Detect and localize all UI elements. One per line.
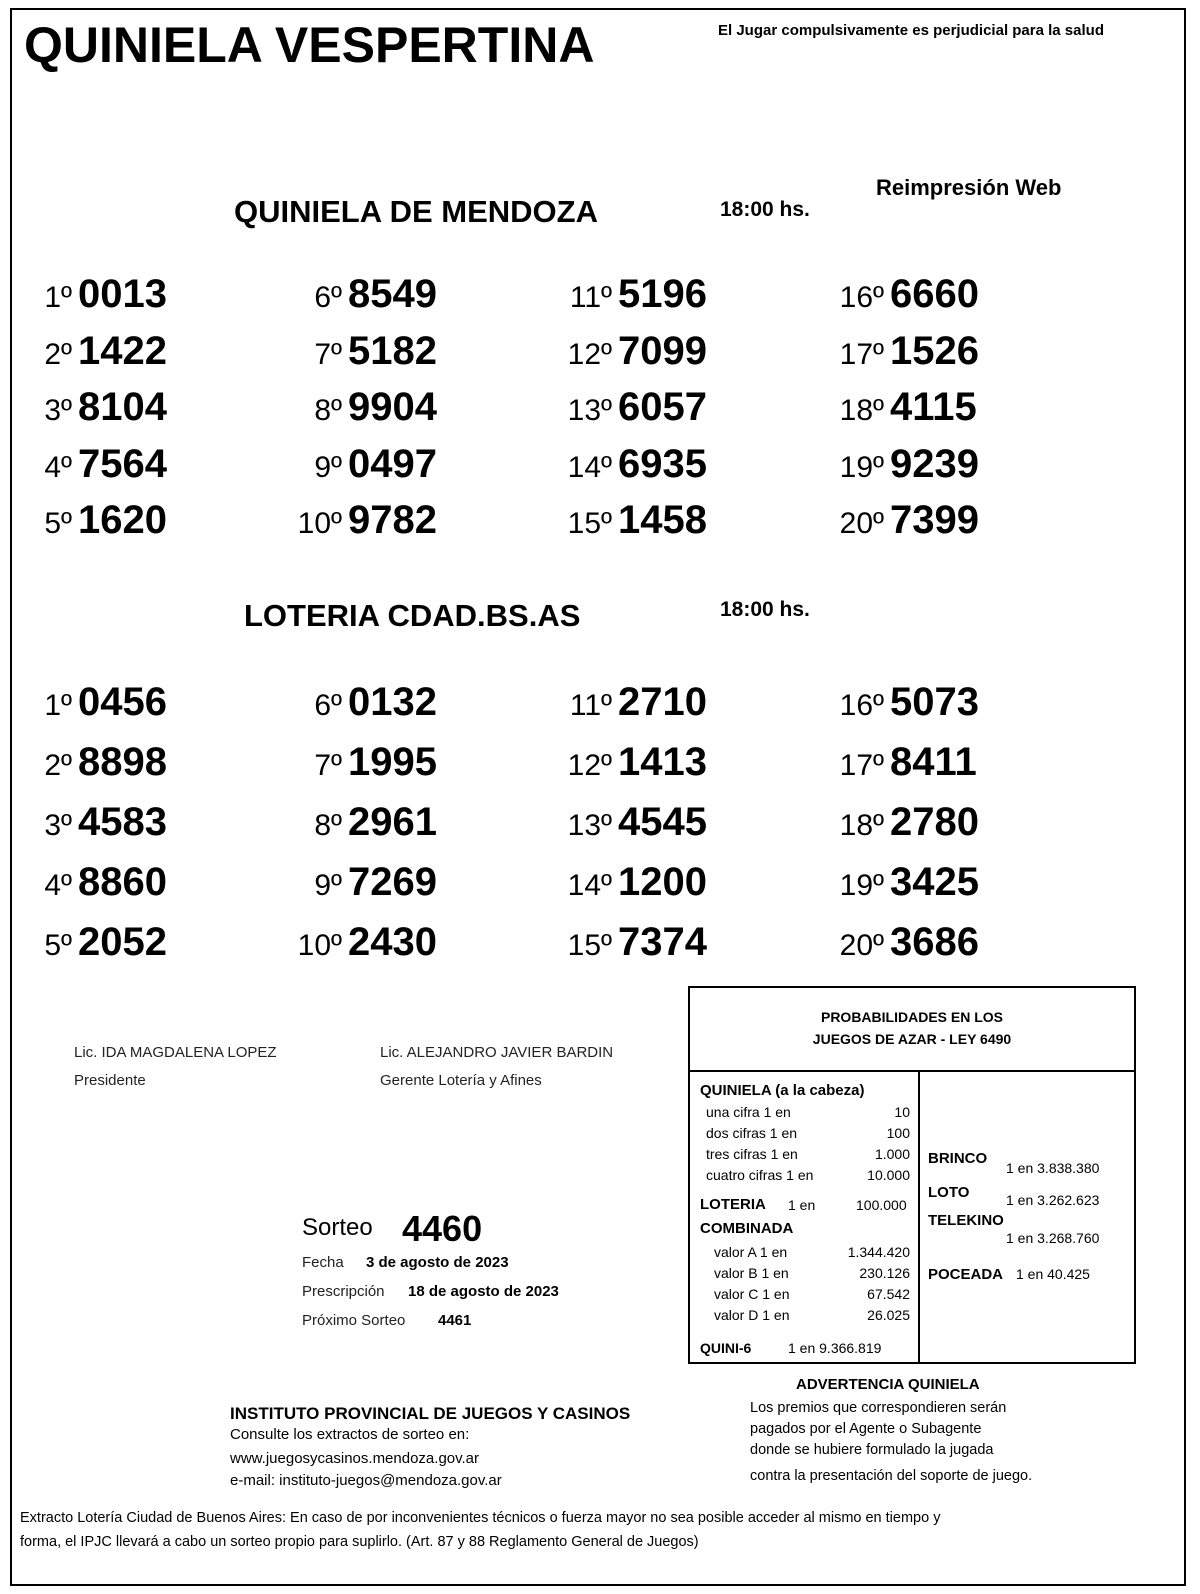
quini6-prob-value: 1 en 9.366.819	[788, 1340, 882, 1356]
result-position: 12º	[567, 749, 612, 782]
advertencia-line: Los premios que correspondieren serán	[750, 1400, 1007, 1416]
loteria-result-6	[294, 680, 437, 725]
result-position: 10º	[297, 929, 342, 962]
result-number: 8104	[78, 385, 167, 429]
result-number: 7564	[78, 441, 167, 486]
result-number: 8898	[78, 740, 167, 784]
result-number: 6660	[890, 272, 979, 316]
result-number: 5073	[890, 680, 979, 724]
result-number: 1995	[348, 740, 437, 784]
result-number: 4583	[78, 800, 167, 844]
loteria-draw-time: 18:00 hs.	[720, 598, 810, 621]
mendoza-result-1	[24, 272, 167, 317]
result-number: 0497	[348, 441, 437, 486]
quiniela-prob-title: QUINIELA (a la cabeza)	[700, 1082, 865, 1099]
signature-right-name: Lic. ALEJANDRO JAVIER BARDIN	[380, 1044, 614, 1061]
result-number: 2430	[348, 920, 437, 964]
result-number: 9904	[348, 385, 437, 429]
mendoza-result-10	[294, 498, 437, 543]
loteria-result-4	[24, 860, 167, 905]
result-number: 8411	[890, 740, 977, 784]
telekino-prob-value: 1 en 3.268.760	[1006, 1230, 1100, 1246]
result-number: 5196	[618, 272, 707, 316]
result-position: 11º	[569, 281, 612, 314]
next-draw-label: Próximo Sorteo	[302, 1312, 406, 1329]
poceada-prob-label: POCEADA	[928, 1266, 1004, 1283]
result-position: 8º	[314, 809, 342, 842]
loteria-result-12	[564, 740, 707, 785]
result-position: 11º	[569, 689, 612, 722]
prob-row-value: 1.000	[874, 1146, 910, 1162]
mendoza-result-14	[564, 442, 707, 487]
result-position: 20º	[839, 929, 884, 962]
result-number: 3425	[890, 860, 979, 904]
loteria-prob-value: 100.000	[856, 1197, 907, 1213]
result-position: 4º	[44, 450, 72, 484]
prob-row-value: 26.025	[867, 1307, 910, 1323]
result-position: 3º	[44, 394, 72, 427]
result-position: 15º	[567, 929, 612, 962]
result-number: 7399	[890, 498, 979, 542]
signature-left-name: Lic. IDA MAGDALENA LOPEZ	[74, 1044, 277, 1061]
result-position: 17º	[839, 337, 884, 371]
result-position: 2º	[44, 749, 72, 782]
brinco-prob-value: 1 en 3.838.380	[1006, 1160, 1100, 1176]
loteria-result-10	[294, 920, 437, 965]
prob-row-label: valor B 1 en	[714, 1265, 789, 1281]
signature-left-role: Presidente	[74, 1072, 146, 1089]
probabilities-header	[690, 988, 1134, 1072]
brinco-prob-label: BRINCO	[928, 1150, 988, 1167]
result-number: 0456	[78, 680, 167, 724]
loteria-result-7	[294, 740, 437, 785]
result-number: 5182	[348, 328, 437, 373]
loteria-result-9	[294, 860, 437, 905]
mendoza-result-13	[564, 385, 707, 430]
result-number: 8549	[348, 272, 437, 316]
institute-name: INSTITUTO PROVINCIAL DE JUEGOS Y CASINOS	[230, 1404, 631, 1423]
draw-date-value: 3 de agosto de 2023	[366, 1254, 509, 1271]
loteria-result-8	[294, 800, 437, 845]
signature-right-role: Gerente Lotería y Afines	[380, 1072, 542, 1089]
result-position: 17º	[839, 749, 884, 782]
mendoza-result-8	[294, 385, 437, 430]
loto-prob-value: 1 en 3.262.623	[1006, 1192, 1100, 1208]
result-number: 1200	[618, 860, 707, 904]
result-position: 9º	[314, 869, 342, 902]
result-position: 14º	[567, 450, 612, 484]
prob-row-label: cuatro cifras 1 en	[706, 1167, 814, 1183]
loteria-result-17	[836, 740, 977, 785]
loto-prob-label: LOTO	[928, 1184, 970, 1201]
telekino-prob-label: TELEKINO	[928, 1212, 1004, 1229]
result-number: 6935	[618, 441, 707, 486]
result-position: 1º	[44, 689, 72, 722]
result-position: 13º	[567, 809, 612, 842]
result-position: 15º	[567, 507, 612, 540]
mendoza-result-3	[24, 385, 167, 430]
loteria-result-2	[24, 740, 167, 785]
prob-row-label: valor C 1 en	[714, 1286, 790, 1302]
institute-consult: Consulte los extractos de sorteo en:	[230, 1426, 470, 1443]
result-number: 1526	[890, 328, 979, 373]
result-position: 16º	[839, 689, 884, 722]
mendoza-result-6	[294, 272, 437, 317]
result-number: 9239	[890, 441, 979, 486]
result-number: 4115	[890, 385, 977, 429]
result-position: 7º	[314, 337, 342, 371]
institute-email[interactable]: e-mail: instituto-juegos@mendoza.gov.ar	[230, 1472, 502, 1489]
poceada-prob-value: 1 en 40.425	[1016, 1266, 1090, 1282]
prob-row-value: 10	[894, 1104, 910, 1120]
result-position: 14º	[567, 869, 612, 902]
loteria-result-14	[564, 860, 707, 905]
result-number: 9782	[348, 498, 437, 542]
probabilities-title-line1: PROBABILIDADES EN LOS	[820, 1009, 1003, 1025]
loteria-result-13	[564, 800, 707, 845]
prob-row-label: una cifra 1 en	[706, 1104, 791, 1120]
prob-row-value: 230.126	[859, 1265, 910, 1281]
result-position: 10º	[297, 507, 342, 540]
mendoza-result-20	[836, 498, 979, 543]
result-position: 20º	[839, 507, 884, 540]
result-position: 19º	[839, 450, 884, 484]
result-position: 4º	[44, 869, 72, 902]
probabilities-divider	[918, 1070, 920, 1362]
probabilities-box	[688, 986, 1136, 1364]
result-number: 1458	[618, 498, 707, 542]
mendoza-result-16	[836, 272, 979, 317]
loteria-section-title: LOTERIA CDAD.BS.AS	[244, 598, 581, 633]
results-sheet	[10, 8, 1186, 1586]
result-number: 2710	[618, 680, 707, 724]
result-position: 5º	[44, 929, 72, 962]
prob-row-value: 10.000	[867, 1167, 910, 1183]
loteria-prob-label: LOTERIA	[700, 1196, 766, 1213]
result-number: 2052	[78, 920, 167, 964]
loteria-result-3	[24, 800, 167, 845]
result-number: 7099	[618, 328, 707, 373]
result-number: 6057	[618, 385, 707, 429]
result-number: 0013	[78, 272, 167, 316]
mendoza-result-2	[24, 329, 167, 374]
mendoza-draw-time: 18:00 hs.	[720, 198, 810, 221]
advertencia-line: donde se hubiere formulado la jugada	[750, 1442, 994, 1458]
mendoza-result-17	[836, 329, 979, 374]
loteria-result-18	[836, 800, 979, 845]
loteria-result-20	[836, 920, 979, 965]
prob-row-label: valor A 1 en	[714, 1244, 788, 1260]
mendoza-result-7	[294, 329, 437, 374]
result-position: 9º	[314, 450, 342, 484]
result-number: 2961	[348, 800, 437, 844]
result-number: 2780	[890, 800, 979, 844]
result-position: 2º	[44, 337, 72, 371]
loteria-result-15	[564, 920, 707, 965]
prob-row-value: 100	[886, 1125, 910, 1141]
result-position: 6º	[314, 689, 342, 722]
result-position: 18º	[839, 809, 884, 842]
mendoza-section-title: QUINIELA DE MENDOZA	[234, 194, 598, 229]
result-position: 5º	[44, 507, 72, 540]
result-number: 0132	[348, 680, 437, 724]
result-number: 1422	[78, 328, 167, 373]
result-number: 1620	[78, 498, 167, 542]
draw-date-label: Fecha	[302, 1254, 344, 1271]
result-position: 12º	[567, 337, 612, 371]
health-warning: El Jugar compulsivamente es perjudicial para la salud	[718, 22, 1104, 39]
mendoza-result-11	[564, 272, 707, 317]
draw-number: 4460	[402, 1208, 483, 1249]
result-position: 6º	[314, 281, 342, 314]
prob-row-value: 67.542	[867, 1286, 910, 1302]
result-number: 7269	[348, 860, 437, 904]
loteria-prob-en: 1 en	[788, 1197, 816, 1213]
advertencia-title: ADVERTENCIA QUINIELA	[796, 1376, 980, 1393]
result-position: 8º	[314, 394, 342, 427]
reprint-label: Reimpresión Web	[876, 175, 1062, 200]
loteria-result-1	[24, 680, 167, 725]
mendoza-result-18	[836, 385, 977, 430]
probabilities-title-line2: JUEGOS DE AZAR - LEY 6490	[812, 1031, 1012, 1047]
result-position: 16º	[839, 281, 884, 314]
page-title: QUINIELA VESPERTINA	[24, 17, 595, 73]
footer-note-line1: Extracto Lotería Ciudad de Buenos Aires: En caso de por inconvenientes técnicos o fuerza mayor no sea posible acceder al mismo en tiempo y	[20, 1510, 941, 1526]
loteria-result-5	[24, 920, 167, 965]
result-position: 1º	[44, 281, 72, 314]
result-number: 4545	[618, 800, 707, 844]
advertencia-line: contra la presentación del soporte de juego.	[750, 1468, 1033, 1484]
draw-label: Sorteo	[302, 1214, 373, 1241]
prob-row-label: tres cifras 1 en	[706, 1146, 798, 1162]
footer-note-line2: forma, el IPJC llevará a cabo un sorteo propio para suplirlo. (Art. 87 y 88 Reglamento General de Juegos)	[20, 1534, 699, 1550]
mendoza-result-19	[836, 442, 979, 487]
prescription-label: Prescripción	[302, 1283, 385, 1300]
combinada-prob-title: COMBINADA	[700, 1220, 794, 1237]
mendoza-result-5	[24, 498, 167, 543]
result-position: 19º	[839, 869, 884, 902]
result-position: 18º	[839, 394, 884, 427]
mendoza-result-12	[564, 329, 707, 374]
result-number: 7374	[618, 920, 707, 964]
prescription-value: 18 de agosto de 2023	[408, 1283, 559, 1300]
loteria-result-11	[564, 680, 707, 725]
result-position: 3º	[44, 809, 72, 842]
mendoza-result-4	[24, 442, 167, 487]
result-number: 8860	[78, 860, 167, 904]
result-number: 3686	[890, 920, 979, 964]
institute-website[interactable]: www.juegosycasinos.mendoza.gov.ar	[230, 1450, 480, 1467]
mendoza-result-9	[294, 442, 437, 487]
loteria-result-19	[836, 860, 979, 905]
result-position: 13º	[567, 394, 612, 427]
prob-row-value: 1.344.420	[847, 1244, 910, 1260]
mendoza-result-15	[564, 498, 707, 543]
result-number: 1413	[618, 740, 707, 784]
quini6-prob-label: QUINI-6	[700, 1340, 752, 1356]
result-position: 7º	[314, 749, 342, 782]
next-draw-value: 4461	[438, 1312, 472, 1329]
loteria-result-16	[836, 680, 979, 725]
advertencia-line: pagados por el Agente o Subagente	[750, 1421, 982, 1437]
prob-row-label: valor D 1 en	[714, 1307, 790, 1323]
prob-row-label: dos cifras 1 en	[706, 1125, 798, 1141]
